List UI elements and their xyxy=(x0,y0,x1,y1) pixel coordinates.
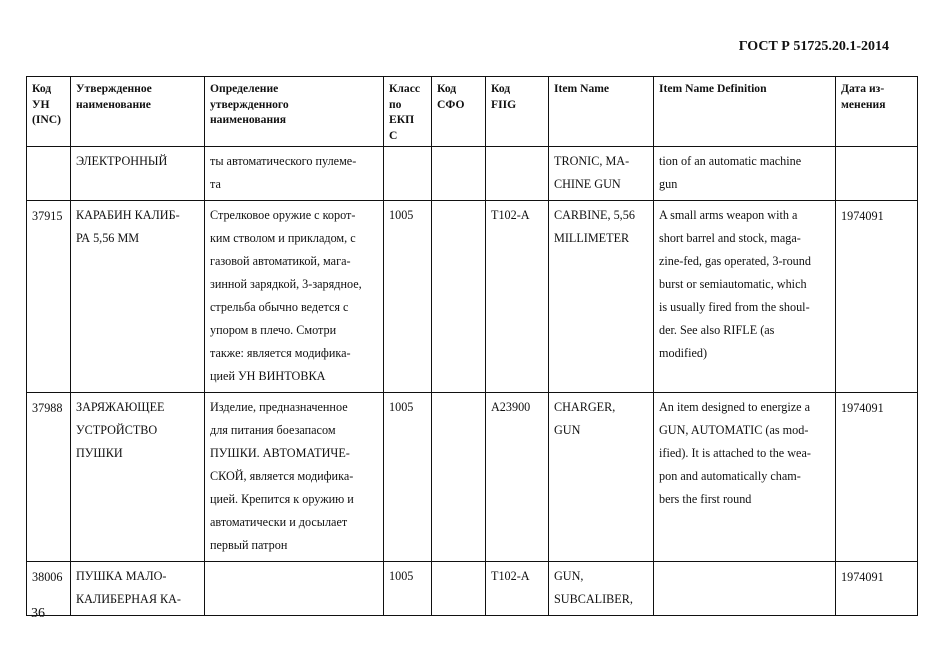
cell-sfo-code xyxy=(432,201,486,393)
cell-class xyxy=(384,147,432,201)
cell-item-definition: tion of an automatic machine gun xyxy=(654,147,836,201)
header-item-name: Item Name xyxy=(549,77,654,147)
table-row xyxy=(27,201,918,393)
cell-fiig-code: T102-A xyxy=(486,201,549,393)
header-class: Класс по ЕКП С xyxy=(384,77,432,147)
cell-sfo-code xyxy=(432,562,486,616)
header-change-date: Дата из- менения xyxy=(836,77,918,147)
cell-inc-code: 37915 xyxy=(27,201,71,393)
cell-name-definition: ты автоматического пулеме- та xyxy=(205,147,384,201)
cell-fiig-code: T102-A xyxy=(486,562,549,616)
cell-fiig-code xyxy=(486,147,549,201)
cell-sfo-code xyxy=(432,393,486,562)
cell-item-name: GUN, SUBCALIBER, xyxy=(549,562,654,616)
cell-approved-name: ЗАРЯЖАЮЩЕЕ УСТРОЙСТВО ПУШКИ xyxy=(71,393,205,562)
cell-fiig-code: A23900 xyxy=(486,393,549,562)
cell-approved-name: КАРАБИН КАЛИБ- РА 5,56 ММ xyxy=(71,201,205,393)
header-name-definition: Определение утвержденного наименования xyxy=(205,77,384,147)
cell-change-date: 1974091 xyxy=(836,201,918,393)
cell-inc-code: 37988 xyxy=(27,393,71,562)
cell-class: 1005 xyxy=(384,201,432,393)
cell-change-date: 1974091 xyxy=(836,393,918,562)
table-header-row xyxy=(27,77,918,147)
cell-name-definition xyxy=(205,562,384,616)
header-item-name-definition: Item Name Definition xyxy=(654,77,836,147)
catalog-table xyxy=(26,76,918,616)
cell-item-name: CARBINE, 5,56 MILLIMETER xyxy=(549,201,654,393)
cell-item-definition: An item designed to energize a GUN, AUTOMATIC (as mod- ified). It is attached to the wea- pon and automatically cham- bers the first round xyxy=(654,393,836,562)
cell-item-definition: A small arms weapon with a short barrel and stock, maga- zine-fed, gas operated, 3-round burst or semiautomatic, which is usually fired from the shoul- der. See also RIFLE (as modified) xyxy=(654,201,836,393)
cell-item-definition xyxy=(654,562,836,616)
cell-sfo-code xyxy=(432,147,486,201)
header-inc-code: Код УН (INC) xyxy=(27,77,71,147)
cell-change-date: 1974091 xyxy=(836,562,918,616)
table-row xyxy=(27,562,918,616)
cell-approved-name: ПУШКА МАЛО- КАЛИБЕРНАЯ КА- xyxy=(71,562,205,616)
cell-class: 1005 xyxy=(384,562,432,616)
table-row xyxy=(27,393,918,562)
cell-name-definition: Изделие, предназначенное для питания боезапасом ПУШКИ. АВТОМАТИЧЕ- СКОЙ, является модифика- цией. Крепится к оружию и автоматически и досылает первый патрон xyxy=(205,393,384,562)
table-row xyxy=(27,147,918,201)
cell-inc-code: 38006 xyxy=(27,562,71,616)
header-fiig-code: Код FIIG xyxy=(486,77,549,147)
cell-item-name: CHARGER, GUN xyxy=(549,393,654,562)
document-code: ГОСТ Р 51725.20.1-2014 xyxy=(738,39,889,54)
cell-class: 1005 xyxy=(384,393,432,562)
cell-approved-name: ЭЛЕКТРОННЫЙ xyxy=(71,147,205,201)
cell-item-name: TRONIC, MA- CHINE GUN xyxy=(549,147,654,201)
header-approved-name: Утвержденное наименование xyxy=(71,77,205,147)
page-number: 36 xyxy=(31,606,45,621)
cell-inc-code xyxy=(27,147,71,201)
header-sfo-code: Код СФО xyxy=(432,77,486,147)
cell-change-date xyxy=(836,147,918,201)
cell-name-definition: Стрелковое оружие с корот- ким стволом и прикладом, с газовой автоматикой, мага- зинной зарядкой, 3-зарядное, стрельба обычно ведется с упором в плечо. Смотри также: является модифика- цией УН ВИНТОВКА xyxy=(205,201,384,393)
